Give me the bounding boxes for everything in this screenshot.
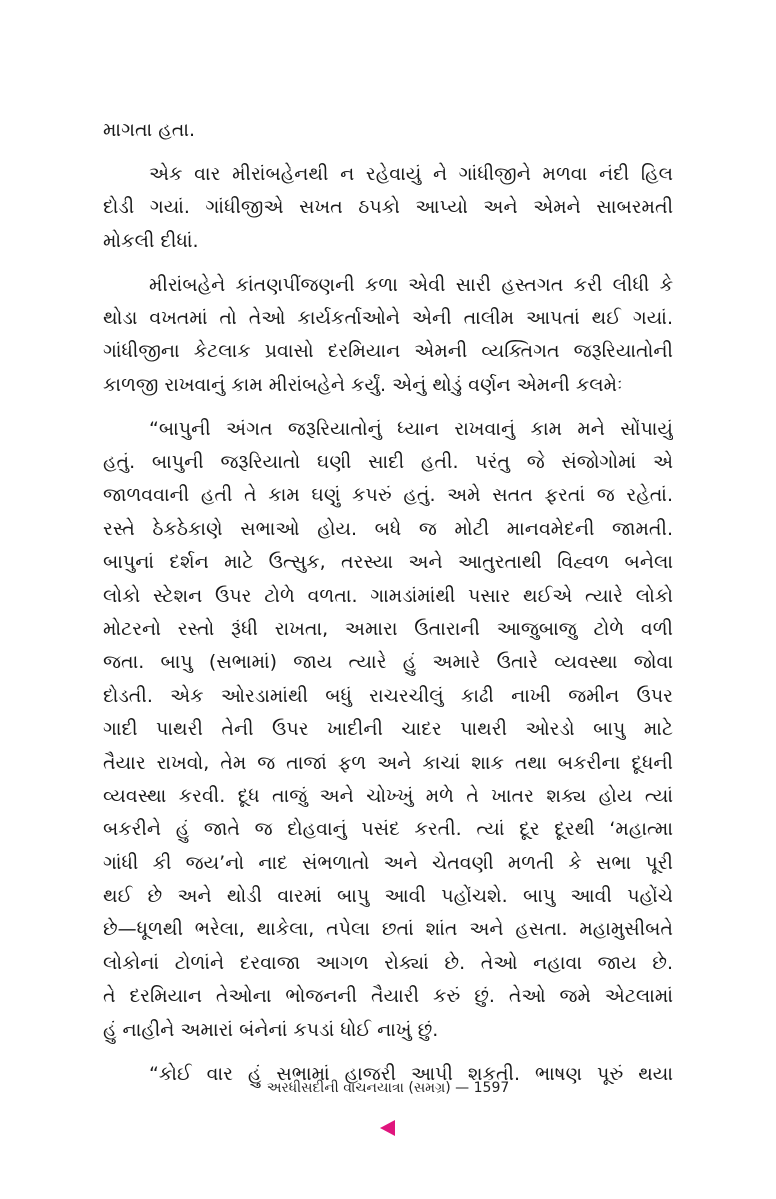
text-line: બકરીને હું જાતે જ દોહવાનું પસંદ કરતી. ત્યાં દૂર દૂરથી ‘મહાત્મા	[103, 818, 673, 841]
text-line: જતા. બાપુ (સભામાં) જાય ત્યારે હું અમારે ઉતારે વ્યવસ્થા જોવા	[103, 651, 673, 674]
text-line: લોકોનાં ટોળાંને દરવાજા આગળ રોક્યાં છે. તેઓ નહાવા જાય છે.	[103, 951, 673, 974]
text-line: થોડા વખતમાં તો તેઓ કાર્યકર્તાઓને એની તાલીમ આપતાં થઈ ગયાં.	[103, 306, 673, 329]
text-line: એક વાર મીરાંબહેનથી ન રહેવાયું ને ગાંધીજીને મળવા નંદી હિલ	[149, 162, 673, 185]
text-line: “બાપુની અંગત જરૂરિયાતોનું ધ્યાન રાખવાનું કામ મને સોંપાયું	[149, 417, 673, 440]
previous-page-triangle-left-icon[interactable]	[380, 1120, 395, 1136]
text-line: ગાંધીજીના કેટલાક પ્રવાસો દરમિયાન એમની વ્યક્તિગત જરૂરિયાતોની	[103, 340, 673, 363]
text-line: ગાંધી કી જય’નો નાદ સંભળાતો અને ચેતવણી મળતી કે સભા પૂરી	[103, 851, 673, 874]
text-line: મીરાંબહેને કાંતણપીંજણની કળા એવી સારી હસ્તગત કરી લીધી કે	[149, 273, 673, 296]
text-line: મોકલી દીધાં.	[103, 229, 199, 252]
text-line: કાળજી રાખવાનું કામ મીરાંબહેને કર્યું. એનું થોડું વર્ણન એમની કલમેઃ	[103, 373, 623, 396]
paragraph	[103, 269, 673, 403]
page-body	[103, 114, 673, 1101]
text-line: “કોઈ વાર હું સભામાં હાજરી આપી શકતી. ભાષણ પૂરું થયા	[149, 1062, 673, 1085]
page-footer: અરધીસદીની વાચનયાત્રા (સમગ્ર) — 1597	[266, 1080, 510, 1096]
text-line: મોટરનો રસ્તો રૂંધી રાખતા, અમારા ઉતારાની આજુબાજુ ટોળે વળી	[103, 617, 673, 640]
text-line: તૈયાર રાખવો, તેમ જ તાજાં ફળ અને કાચાં શાક તથા બકરીના દૂધની	[103, 751, 673, 774]
text-line: લોકો સ્ટેશન ઉપર ટોળે વળતા. ગામડાંમાંથી પસાર થઈએ ત્યારે લોકો	[103, 584, 673, 607]
text-line: વ્યવસ્થા કરવી. દૂધ તાજું અને ચોખ્ખું મળે તે ખાતર શક્ય હોય ત્યાં	[103, 784, 673, 807]
text-line: થઈ છે અને થોડી વારમાં બાપુ આવી પહોંચશે. બાપુ આવી પહોંચે	[103, 885, 673, 908]
text-line: રસ્તે ઠેકઠેકાણે સભાઓ હોય. બધે જ મોટી માનવમેદની જામતી.	[103, 517, 673, 540]
text-line: હતું. બાપુની જરૂરિયાતો ઘણી સાદી હતી. પરંતુ જે સંજોગોમાં એ	[103, 451, 673, 474]
text-line: દોડતી. એક ઓરડામાંથી બધું રાચરચીલું કાઢી નાખી જમીન ઉપર	[103, 684, 673, 707]
text-line: માગતા હતા.	[103, 119, 196, 141]
text-line: બાપુનાં દર્શન માટે ઉત્સુક, તરસ્યા અને આતુરતાથી વિહ્વળ બનેલા	[103, 551, 673, 574]
paragraph	[103, 413, 673, 1047]
text-line: દોડી ગયાં. ગાંધીજીએ સખત ઠપકો આપ્યો અને એમને સાબરમતી	[103, 196, 673, 219]
text-line: ગાદી પાથરી તેની ઉપર ખાદીની ચાદર પાથરી ઓરડો બાપુ માટે	[103, 718, 673, 741]
text-line: છે—ધૂળથી ભરેલા, થાકેલા, તપેલા છતાં શાંત અને હસતા. મહામુસીબતે	[103, 918, 673, 941]
text-line: હું નાહીને અમારાં બંનેનાં કપડાં ધોઈ નાખું છું.	[103, 1018, 439, 1041]
paragraph	[103, 158, 673, 258]
text-line: તે દરમિયાન તેઓના ભોજનની તૈયારી કરું છું. તેઓ જમે એટલામાં	[103, 985, 673, 1008]
paragraph	[103, 114, 673, 147]
text-line: જાળવવાની હતી તે કામ ઘણું કપરું હતું. અમે સતત ફરતાં જ રહેતાં.	[103, 484, 673, 507]
